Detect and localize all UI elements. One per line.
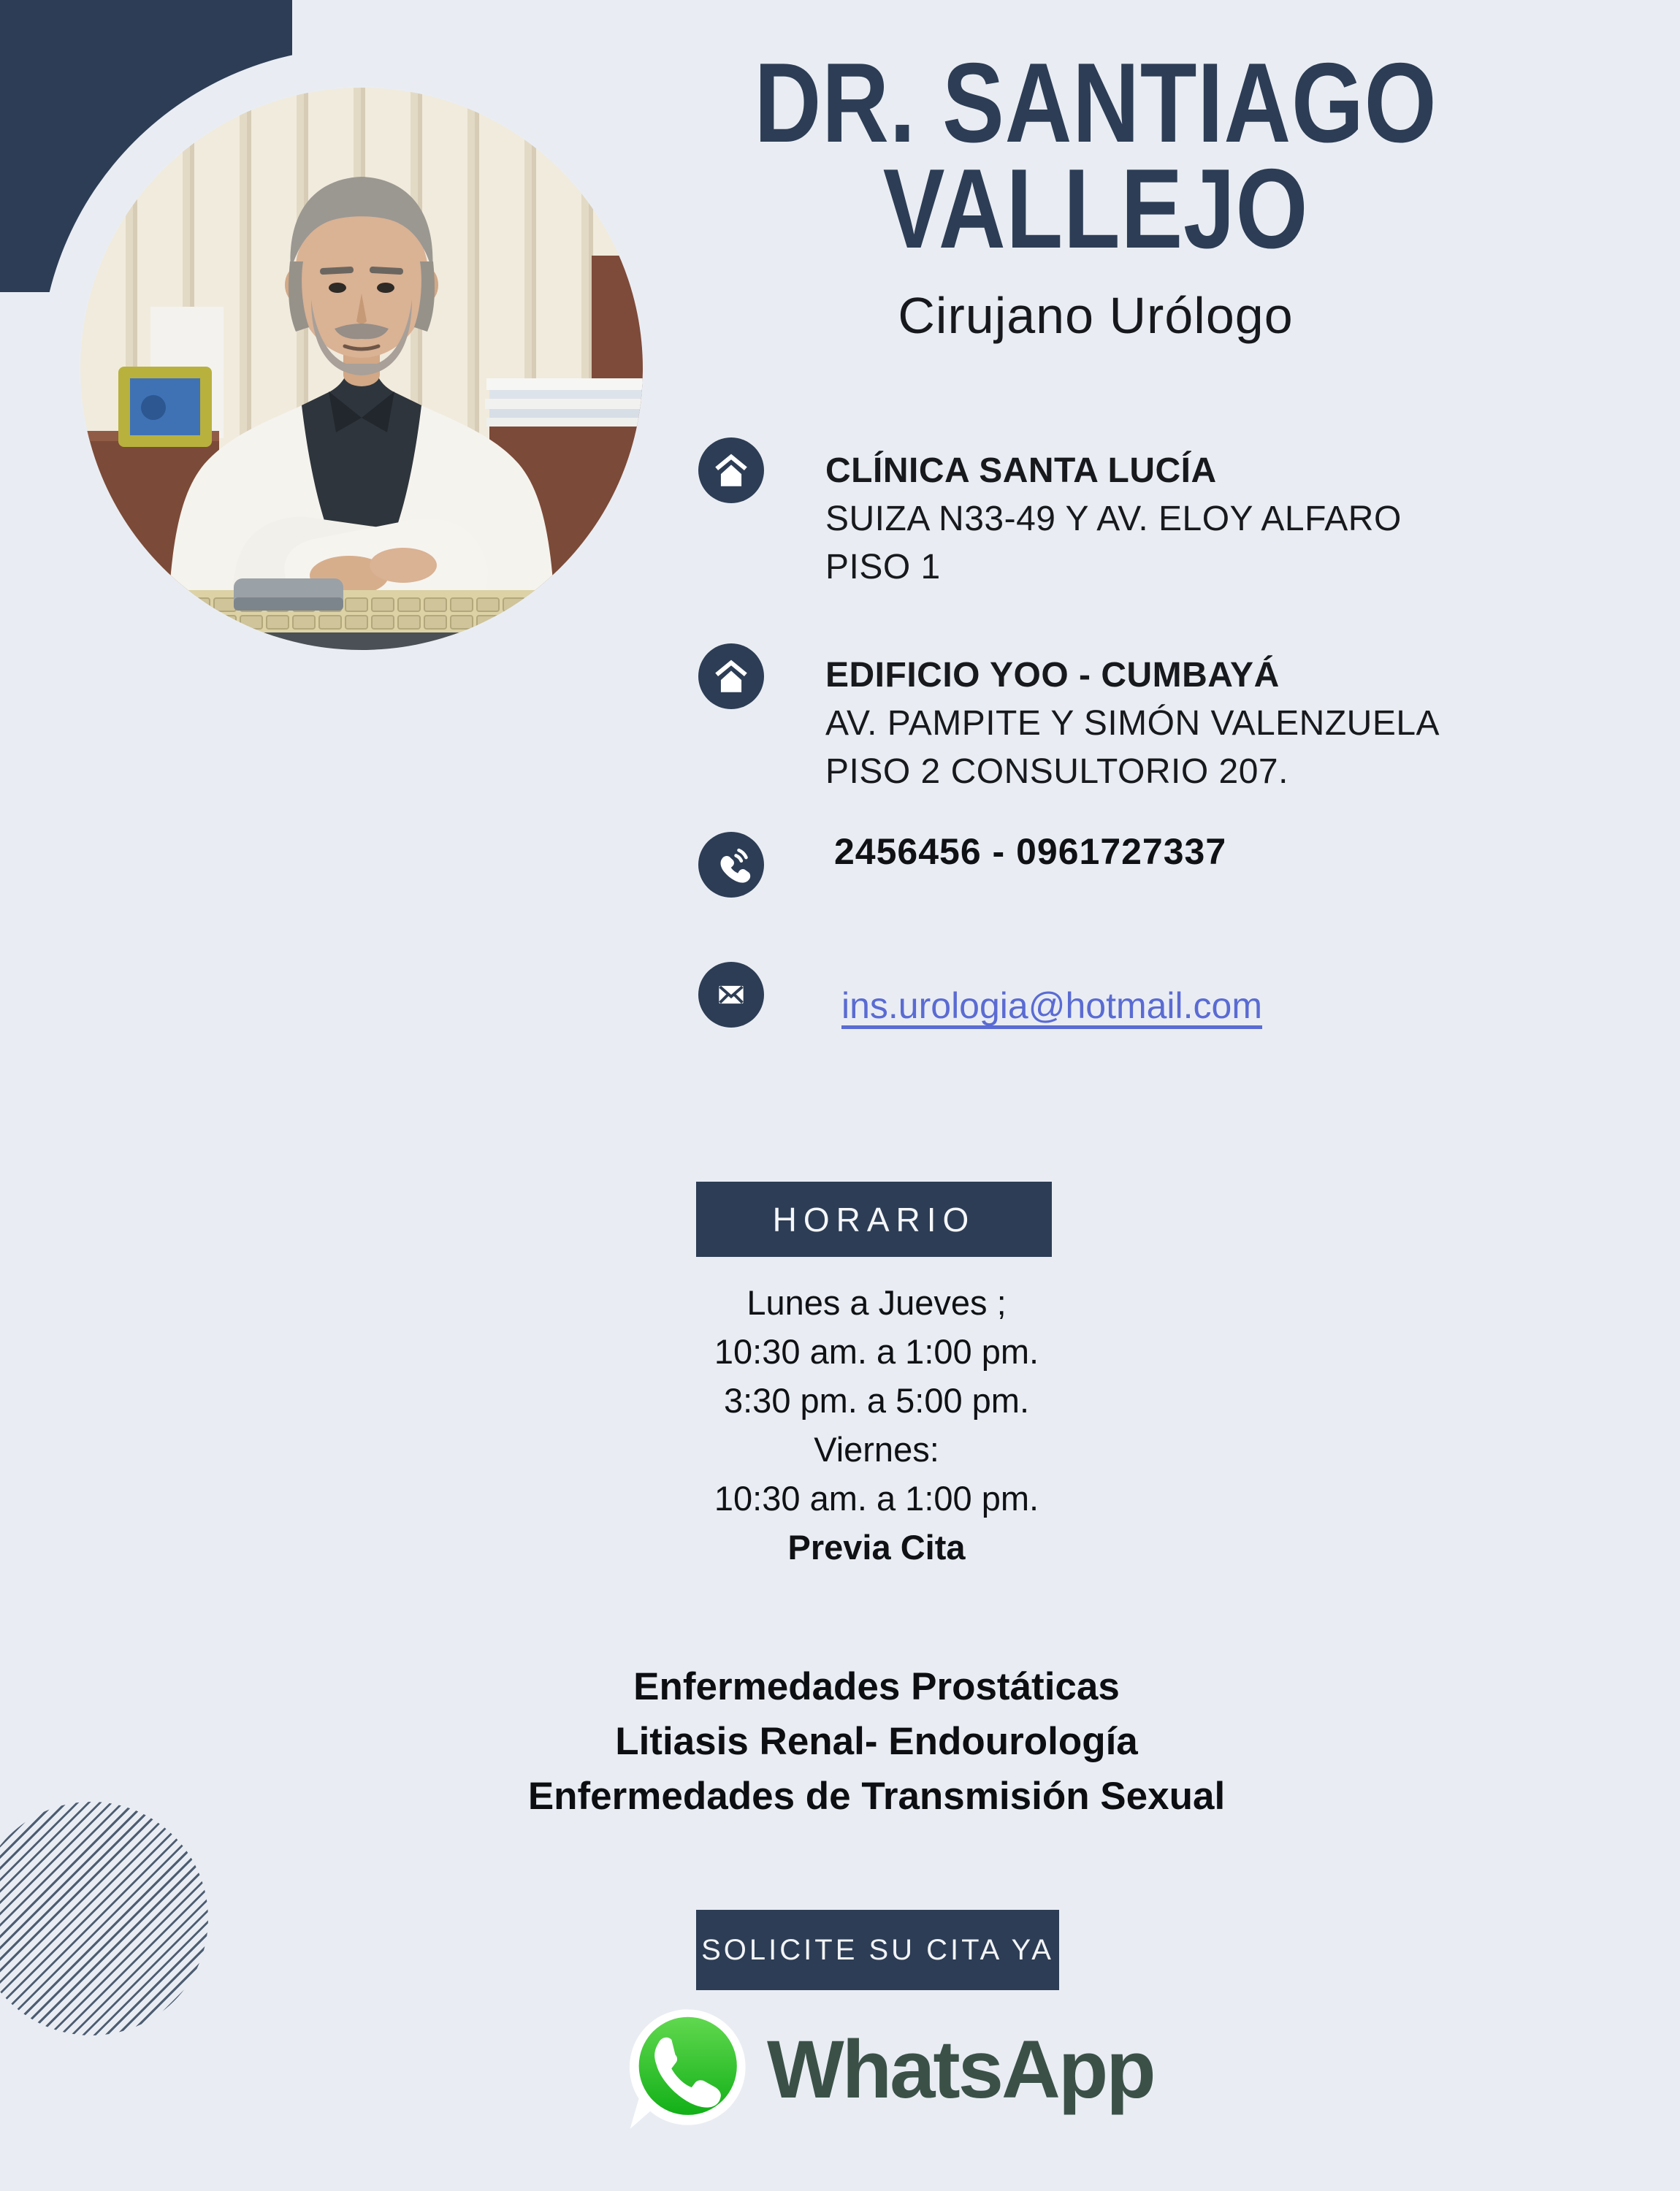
page-title-line2: VALLEJO <box>882 145 1309 272</box>
location-block <box>825 651 1440 796</box>
appointment-cta-button[interactable]: SOLICITE SU CITA YA <box>696 1910 1059 1990</box>
header <box>621 39 1570 345</box>
service-item: Enfermedades de Transmisión Sexual <box>527 1775 1226 1818</box>
striped-circle-decoration <box>0 1802 208 2035</box>
home-icon <box>698 437 764 503</box>
schedule-line: 3:30 pm. a 5:00 pm. <box>723 1381 1030 1420</box>
location-block <box>825 447 1402 592</box>
location-address-line: PISO 2 CONSULTORIO 207. <box>825 752 1288 791</box>
email-link[interactable]: ins.urologia@hotmail.com <box>841 985 1263 1026</box>
whatsapp-cta[interactable] <box>624 2007 1154 2133</box>
whatsapp-wordmark: WhatsApp <box>767 2024 1154 2115</box>
schedule-line: Lunes a Jueves ; <box>747 1283 1007 1322</box>
page-subtitle: Cirujano Urólogo <box>898 287 1294 344</box>
location-address-line: PISO 1 <box>825 548 941 586</box>
location-address-line: AV. PAMPITE Y SIMÓN VALENZUELA <box>825 704 1440 743</box>
phone-icon <box>698 832 764 898</box>
page-title-line1: DR. SANTIAGO <box>754 39 1437 166</box>
doctor-photo <box>80 88 643 650</box>
horario-heading: HORARIO <box>696 1182 1052 1257</box>
schedule-line: Viernes: <box>814 1430 939 1469</box>
location-name: CLÍNICA SANTA LUCÍA <box>825 451 1217 490</box>
location-name: EDIFICIO YOO - CUMBAYÁ <box>825 656 1280 695</box>
schedule-block <box>475 1278 1278 1572</box>
schedule-line: 10:30 am. a 1:00 pm. <box>714 1479 1039 1518</box>
services-list <box>438 1659 1315 1824</box>
schedule-line: 10:30 am. a 1:00 pm. <box>714 1332 1039 1371</box>
service-item: Litiasis Renal- Endourología <box>615 1720 1138 1763</box>
phone-number: 2456456 - 0961727337 <box>834 831 1227 872</box>
service-item: Enfermedades Prostáticas <box>633 1665 1120 1708</box>
home-icon <box>698 643 764 709</box>
doctor-illustration <box>80 88 643 650</box>
location-address-line: SUIZA N33-49 Y AV. ELOY ALFARO <box>825 500 1402 538</box>
whatsapp-icon <box>624 2007 749 2133</box>
schedule-note: Previa Cita <box>787 1528 966 1567</box>
mail-icon <box>698 962 764 1028</box>
